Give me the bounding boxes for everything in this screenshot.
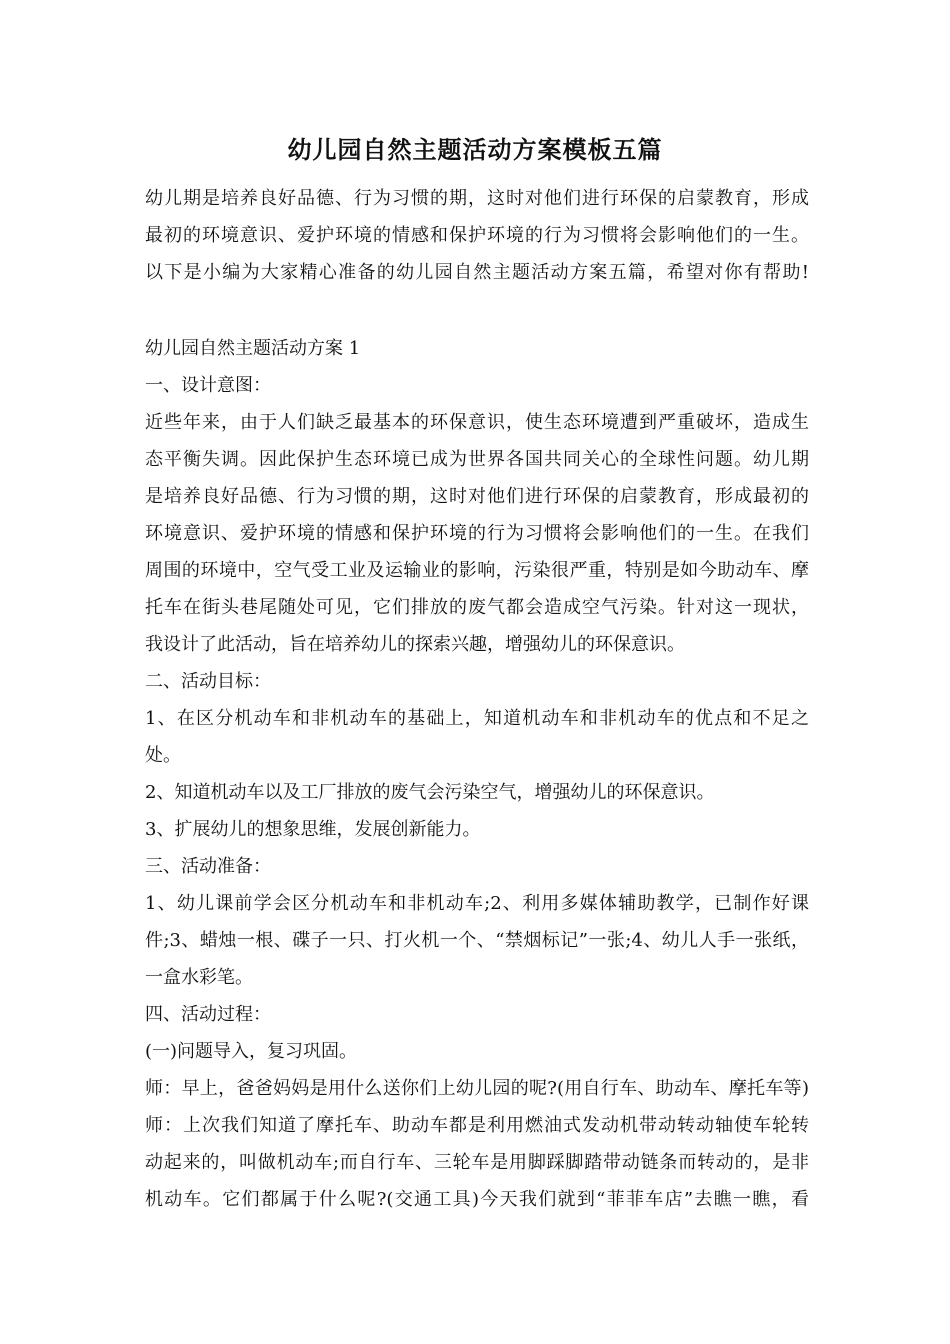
intro-line: 以下是小编为大家精心准备的幼儿园自然主题活动方案五篇，希望对你有帮助! bbox=[145, 262, 809, 283]
body-line: (一)问题导入，复习巩固。 bbox=[145, 1041, 358, 1062]
body-line: 机动车。它们都属于什么呢?(交通工具)今天我们就到“菲菲车店”去瞧一瞧，看 bbox=[145, 1189, 809, 1210]
document-body bbox=[145, 330, 809, 1218]
body-line: 一盒水彩笔。 bbox=[145, 967, 253, 988]
body-line: 态平衡失调。因此保护生态环境已成为世界各国共同关心的全球性问题。幼儿期 bbox=[145, 449, 809, 470]
body-line: 是培养良好品德、行为习惯的期，这时对他们进行环保的启蒙教育，形成最初的 bbox=[145, 486, 809, 507]
body-line: 3、扩展幼儿的想象思维，发展创新能力。 bbox=[145, 819, 481, 840]
intro-line: 最初的环境意识、爱护环境的情感和保护环境的行为习惯将会影响他们的一生。 bbox=[145, 225, 809, 246]
subsection-heading: 三、活动准备： bbox=[145, 856, 271, 877]
intro-line: 幼儿期是培养良好品德、行为习惯的期，这时对他们进行环保的启蒙教育，形成 bbox=[145, 188, 809, 209]
subsection-heading: 四、活动过程： bbox=[145, 1004, 271, 1025]
body-line: 近些年来，由于人们缺乏最基本的环保意识，使生态环境遭到严重破坏，造成生 bbox=[145, 412, 809, 433]
document-title: 幼儿园自然主题活动方案模板五篇 bbox=[287, 135, 663, 164]
subsection-heading: 二、活动目标： bbox=[145, 671, 271, 692]
body-line: 件;3、蜡烛一根、碟子一只、打火机一个、“禁烟标记”一张;4、幼儿人手一张纸， bbox=[145, 930, 809, 951]
body-line: 托车在街头巷尾随处可见，它们排放的废气都会造成空气污染。针对这一现状， bbox=[145, 597, 809, 618]
body-line: 我设计了此活动，旨在培养幼儿的探索兴趣，增强幼儿的环保意识。 bbox=[145, 634, 685, 655]
subsection-heading: 一、设计意图： bbox=[145, 375, 271, 396]
body-line: 处。 bbox=[145, 745, 181, 766]
body-line: 1、在区分机动车和非机动车的基础上，知道机动车和非机动车的优点和不足之 bbox=[145, 708, 809, 729]
body-line: 动起来的，叫做机动车;而自行车、三轮车是用脚踩脚踏带动链条而转动的，是非 bbox=[145, 1152, 809, 1173]
body-line: 2、知道机动车以及工厂排放的废气会污染空气，增强幼儿的环保意识。 bbox=[145, 782, 715, 803]
body-line: 1、幼儿课前学会区分机动车和非机动车;2、利用多媒体辅助教学，已制作好课 bbox=[145, 893, 809, 914]
body-line: 环境意识、爱护环境的情感和保护环境的行为习惯将会影响他们的一生。在我们 bbox=[145, 523, 809, 544]
body-line: 师：上次我们知道了摩托车、助动车都是利用燃油式发动机带动转动轴使车轮转 bbox=[145, 1115, 809, 1136]
body-line: 周围的环境中，空气受工业及运输业的影响，污染很严重，特别是如今助动车、摩 bbox=[145, 560, 809, 581]
intro-paragraph bbox=[145, 180, 809, 291]
body-line: 师：早上，爸爸妈妈是用什么送你们上幼儿园的呢?(用自行车、助动车、摩托车等) bbox=[145, 1078, 809, 1099]
section-heading: 幼儿园自然主题活动方案 1 bbox=[145, 338, 361, 359]
